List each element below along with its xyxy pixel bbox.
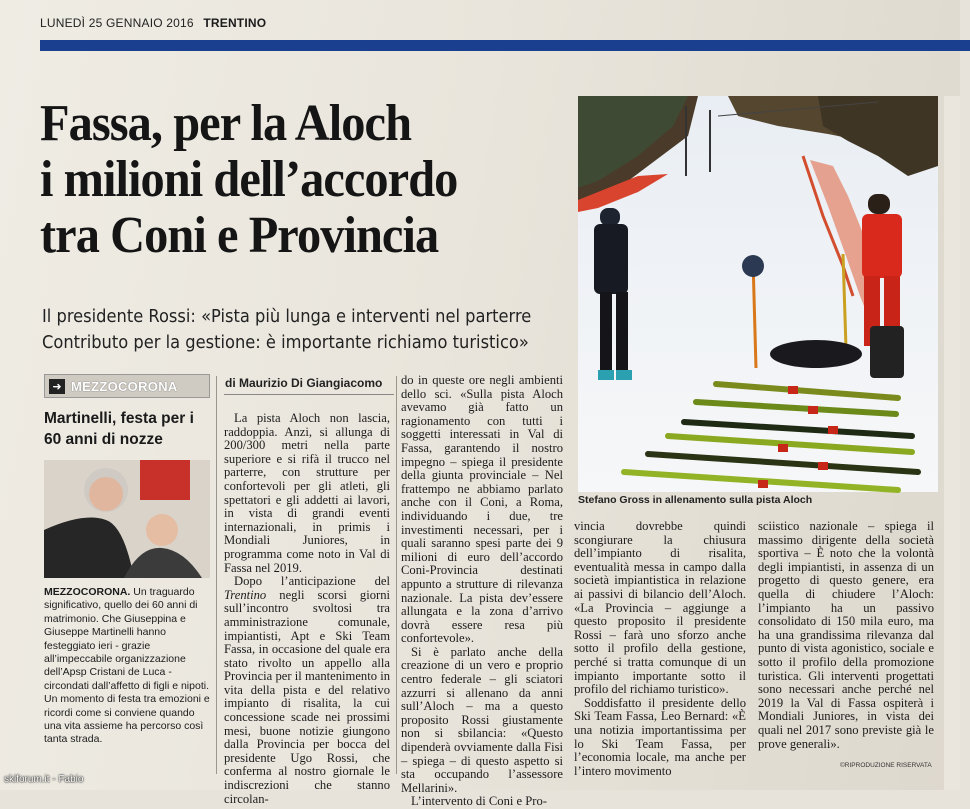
paragraph: vincia dovrebbe quindi scongiurare la chiusura dell’impianto di risalita, eventualità messa in campo dalla società impiantistica in relazione ai passivi di bilancio dell’Aloch. «La Provincia – aggiunge a questo proposito il presidente Rossi – farà uno sforzo anche sotto il profilo della gestione, perché si tratta comunque di un impianto importante sotto il profilo del richiamo turistico». [574,519,746,697]
headline-line: i milioni dell’accordo [40,151,458,208]
column-divider [216,376,217,774]
subhead-line: Il presidente Rossi: «Pista più lunga e interventi nel parterre [42,307,532,327]
paragraph: do in queste ore negli ambienti dello sci. «Sulla pista Aloch avevamo già fatto un ragionamento con tutti i soggetti interessati in Val di Fassa, garantendo il nostro impegno – spiega il presidente della giunta provinciale – Nel frattempo ne abbiamo parlato anche con il Coni, a Roma, individuando i due, tre investimenti necessari, per i quali saranno spesi parte dei 9 milioni di euro dell’accordo Coni-Provincia destinati appunto a strutture di rilevanza nazionale. La pista dev’essere allungata e la zona d’arrivo dovrà essere resa più confortevole». [401,373,563,646]
byline-rule [224,394,394,395]
paragraph: Si è parlato anche della creazione di un vero e proprio centro federale – gli sciatori azzurri si allenano da anni sull’Aloch – ma a questo proposito Rossi giustamente non si sbilancia: «Questo dipenderà ovviamente dalla Fisi – spiega – di questo aspetto si sta occupando l’assessore Mellarini». [401,644,563,795]
kicker-label: MEZZOCORONA [71,379,178,394]
paragraph: L’intervento di Coni e Pro- [411,794,547,809]
copyright-note: ©RIPRODUZIONE RISERVATA [840,762,932,769]
headline-line: tra Coni e Provincia [40,207,439,264]
subhead-line: Contributo per la gestione: è importante richiamo turistico» [42,333,529,353]
headline-line: Fassa, per la Aloch [40,95,412,152]
paragraph: Dopo l’anticipazione del Trentino negli scorsi giorni sull’incontro svoltosi tra amministrazione comunale, impiantisti, Apt e Ski Team Fassa, in occasione del quale era stato rivolto un appello alla Provincia per il mantenimento in vita della pista e del relativo impianto di risalita, la cui concessione scade nei prossimi mesi, buone notizie giungono dalla Provincia per bocca del presidente Ugo Rossi, che conferma al nostro giornale le indiscrezioni che stanno circolan- [224,574,390,806]
watermark: skiforum.it - Fabio [4,774,84,785]
article-column-3 [574,520,746,778]
article-column-1 [224,412,390,806]
header-section: TRENTINO [203,16,267,30]
sidebar-caption [44,586,214,747]
paragraph: sciistico nazionale – spiega il massimo dirigente della società sportiva – È noto che la volontà degli impiantisti, in assenza di un progetto di questo genere, era quella di chiudere l’Aloch: l’impianto ha un passivo consolidato di 150 mila euro, ma ha una grandissima rilevanza dal punto di vista agonistico, sociale e sotto il profilo della promozione turistica. Gli interventi progettati sono necessari anche perché nel 2019 la Val di Fassa ospiterà i Mondiali Juniores, in vista dei quali nel 2017 sono previste già le prove generali». [758,519,934,751]
article-column-2 [401,374,563,809]
caption-body: Un traguardo significativo, quello dei 60 anni di matrimonio. Che Giuseppina e Giuseppe Martinelli hanno festeggiato ieri - grazie all’impeccabile organizzazione dell’Apsp Cristani de Luca - circondati dall’affetto di figli e nipoti. Un momento di festa tra emozioni e ricordi come si conviene quando una vita assieme ha percorso così tanta strada. [44,586,210,746]
paragraph: Soddisfatto il presidente dello Ski Team Fassa, Leo Bernard: «È una notizia importantissima per lo Ski Team Fassa, per l’economia locale, ma anche per l’intero movimento [574,695,746,778]
header-date: LUNEDÌ 25 GENNAIO 2016 [40,16,194,30]
arrow-right-icon: ➜ [49,379,65,394]
subheadline [42,304,544,356]
sidebar-title: Martinelli, festa per i 60 anni di nozze [44,410,194,448]
column-divider [396,376,397,774]
couple-photo-illustration [44,460,210,578]
header-rule [40,40,970,51]
sidebar-photo [44,460,210,578]
ski-slope-illustration [578,96,938,492]
main-photo [578,96,938,492]
sidebar-kicker [44,374,210,398]
photo-caption: Stefano Gross in allenamento sulla pista Aloch [578,494,813,506]
headline [40,96,542,264]
page-edge [944,96,960,790]
caption-lead: MEZZOCORONA. [44,586,131,598]
page-header [40,16,266,30]
article-byline: di Maurizio Di Giangiacomo [225,376,383,390]
article-column-4 [758,520,934,751]
paragraph: La pista Aloch non lascia, raddoppia. Anzi, si allunga di 200/300 metri nella parte superiore e si rifà il trucco nel parterre, con strutture per confortevoli per gli atleti, gli spettatori e gli addetti ai lavori, in vista di grandi eventi internazionali, in primis i Mondiali Juniores, in programma come noto in Val di Fassa nel 2019. [224,411,390,575]
